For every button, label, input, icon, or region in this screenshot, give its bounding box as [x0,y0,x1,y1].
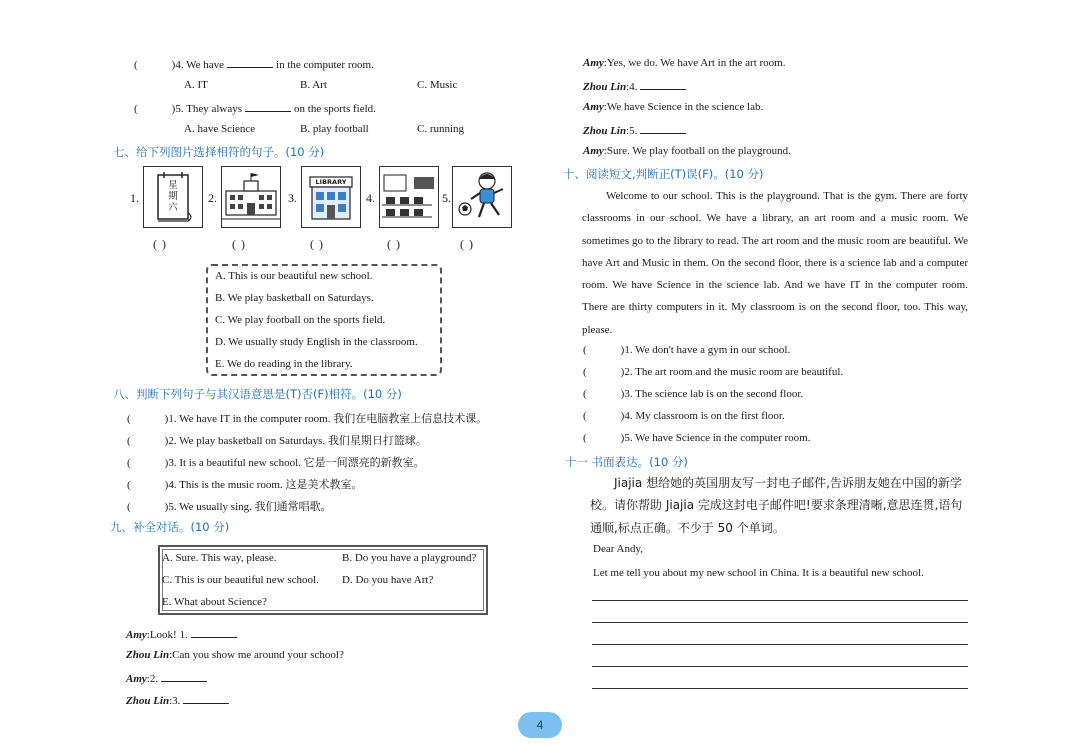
picture-answer-paren[interactable]: ( ) [153,237,167,251]
picture-number: 2. [208,191,217,205]
question-6-5: ( )5. They always on the sports field. [134,103,376,115]
library-building-icon [302,167,360,227]
dialogue-option: E. What about Science? [162,596,267,608]
dialogue-option: B. Do you have a playground? [342,552,477,564]
option: A. IT [184,79,208,91]
dialogue-line: Zhou Lin:5. [583,123,689,137]
writing-line[interactable] [592,666,968,667]
option: C. running [417,123,465,135]
answer-blank[interactable] [183,693,229,704]
sentence-option: B. We play basketball on Saturdays. [215,292,374,304]
tf-item: ( )4. My classroom is on the first floor. [583,410,785,422]
question-6-4: ( )4. We have in the computer room. [134,59,374,71]
letter-opening: Let me tell you about my new school in China. It is a beautiful new school. [593,567,924,579]
section-7-title: 七、给下列图片选择相符的句子。(10 分) [113,145,325,159]
answer-blank[interactable] [191,627,237,638]
dialogue-line: Zhou Lin:Can you show me around your school? [126,649,344,661]
writing-prompt: Jiajia 想给她的英国朋友写一封电子邮件,告诉朋友她在中国的新学校。请你帮助 Jiajia 完成这封电子邮件吧!要求条理清晰,意思连贯,语句通顺,标点正确。不少于 50 个单词。 [590,476,963,535]
section-11-title: 十一 书面表达。(10 分) [565,455,688,469]
sentence-option: E. We do reading in the library. [215,358,353,370]
section-8-title: 八、判断下列句子与其汉语意思是(T)否(F)相符。(10 分) [113,387,402,401]
tf-item: ( )2. We play basketball on Saturdays. 我们星期日打篮球。 [127,435,427,447]
dialogue-option: C. This is our beautiful new school. [162,574,319,586]
sentence-option: D. We usually study English in the classroom. [215,336,418,348]
picture-answer-paren[interactable]: ( ) [460,237,474,251]
picture-answer-paren[interactable]: ( ) [387,237,401,251]
section-10-title: 十、阅读短文,判断正(T)误(F)。(10 分) [563,167,764,181]
football-boy-picture [452,166,512,228]
picture-number: 1. [130,191,139,205]
writing-line[interactable] [592,600,968,601]
sentence-option: A. This is our beautiful new school. [215,270,373,282]
picture-number: 3. [288,191,297,205]
answer-blank[interactable] [227,57,273,68]
option: B. play football [300,123,369,135]
tf-item: ( )5. We usually sing. 我们通常唱歌。 [127,501,332,513]
dialogue-line: Amy:2. [126,671,210,685]
writing-line[interactable] [592,644,968,645]
option: B. Art [300,79,327,91]
picture-answer-paren[interactable]: ( ) [310,237,324,251]
picture-number: 5. [442,191,451,205]
option: C. Music [417,79,458,91]
tf-item: ( )3. The science lab is on the second floor. [583,388,804,400]
computer-room-icon [380,167,438,227]
writing-line[interactable] [592,622,968,623]
dialogue-line: Amy:We have Science in the science lab. [583,101,764,113]
writing-line[interactable] [592,688,968,689]
boy-kicking-football-icon [453,167,511,227]
school-building-picture [221,166,281,228]
dialogue-line: Amy:Yes, we do. We have Art in the art room. [583,57,786,69]
tf-item: ( )1. We have IT in the computer room. 我们在电脑教室上信息技术课。 [127,413,488,425]
library-sign: LIBRARY [315,178,347,186]
library-picture [301,166,361,228]
dialogue-line: Amy:Sure. We play football on the playground. [583,145,791,157]
answer-blank[interactable] [640,123,686,134]
school-building-icon [222,167,280,227]
answer-blank[interactable] [161,671,207,682]
reading-passage: Welcome to our school. This is the playground. That is the gym. There are forty classrooms in our school. We have a library, an art room and a music room. We sometimes go to the library to read. The art room and the music room are beautiful. We have Art and Music in them. On the second floor, there is a science lab and a computer room. We have Science in the science lab. And we have IT in the computer room. There are thirty computers in it. My classroom is on the second floor, too. This way, please. [582,190,968,336]
tf-item: ( )3. It is a beautiful new school. 它是一间漂亮的新教室。 [127,457,425,469]
dialogue-line: Zhou Lin:3. [126,693,232,707]
tf-item: ( )2. The art room and the music room are beautiful. [583,366,844,378]
tf-item: ( )1. We don't have a gym in our school. [583,344,791,356]
dialogue-line: Zhou Lin:4. [583,79,689,93]
picture-answer-paren[interactable]: ( ) [232,237,246,251]
answer-blank[interactable] [640,79,686,90]
page-number: 4 [518,712,562,738]
section-9-title: 九、补全对话。(10 分) [110,520,230,534]
tf-item: ( )5. We have Science in the computer room. [583,432,811,444]
calendar-picture [143,166,203,228]
option: A. have Science [184,123,256,135]
tf-item: ( )4. This is the music room. 这是美术教室。 [127,479,363,491]
sentence-option: C. We play football on the sports field. [215,314,386,326]
dialogue-option: D. Do you have Art? [342,574,434,586]
dialogue-option: A. Sure. This way, please. [162,552,277,564]
answer-blank[interactable] [245,101,291,112]
picture-number: 4. [366,191,375,205]
dialogue-line: Amy:Look! 1. [126,627,240,641]
calendar-text: 星期六 [168,180,178,213]
computer-room-picture [379,166,439,228]
letter-greeting: Dear Andy, [593,543,643,555]
